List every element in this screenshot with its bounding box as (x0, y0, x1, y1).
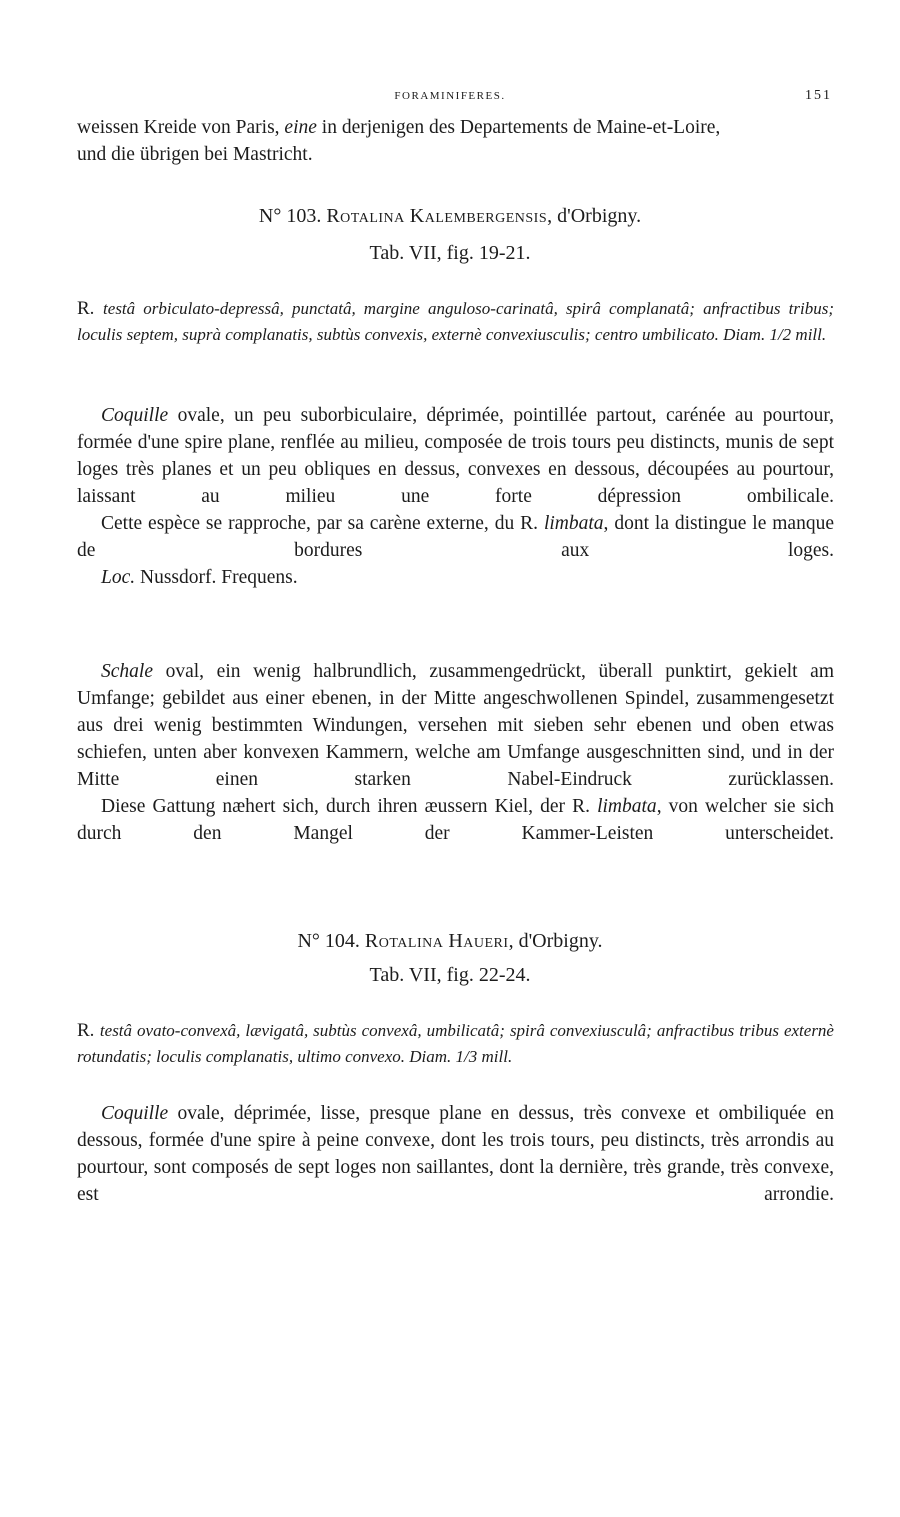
running-title: FORAMINIFERES. (394, 90, 506, 102)
species-103-german-comparison: Diese Gattung næhert sich, durch ihren æussern Kiel, der R. limbata, von welcher sie sich durch den Mangel der Kammer-Leisten unterscheidet. (77, 796, 834, 844)
page-number: 151 (805, 88, 832, 103)
species-103-french-description: Coquille ovale, un peu suborbiculaire, déprimée, pointillée partout, carénée au pourtour, formée d'une spire plane, renflée au milieu, composée de trois tours peu distincts, munis de sept loges très planes et un peu obliques en dessus, convexes en dessous, découpées au pourtour, laissant au milieu une forte dépression ombilicale. Cette espèce se rapproche, par sa carène externe, du R. limbata, dont la distingue le manque de bordures aux loges. Loc. Nussdorf. Frequens. (77, 402, 834, 591)
species-103-german-description: Schale oval, ein wenig halbrundlich, zusammengedrückt, überall punktirt, gekielt am Umfange; gebildet aus einer ebenen, in der Mitte angeschwollenen Spindel, zusammengesetzt aus drei wenig bestimmten Windungen, versehen mit sieben sehr ebenen und oben etwas schiefen, unten aber konvexen Kammern, welche am Umfange ausgeschnitten sind, und in der Mitte einen starken Nabel-Eindruck zurücklassen. Diese Gattung næhert sich, durch ihren æussern Kiel, der R. limbata, von welcher sie sich durch den Mangel der Kammer-Leisten unterscheidet. (77, 658, 834, 847)
running-head (0, 88, 900, 106)
species-104-plate-ref: Tab. VII, fig. 22-24. (369, 964, 531, 986)
species-104-french-description: Coquille ovale, déprimée, lisse, presque plane en dessus, très convexe et ombiliquée en dessous, formée d'une spire à peine convexe, dont les trois tours, peu distincts, très arrondis au pourtour, sont composés de sept loges non saillantes, dont la dernière, très grande, très convexe, est arrondie. (77, 1103, 834, 1205)
species-103-title: N° 103. Rotalina Kalembergensis, d'Orbigny. (258, 205, 642, 227)
species-103-locality: Loc. Nussdorf. Frequens. (101, 567, 298, 588)
species-104-title: N° 104. Rotalina Haueri, d'Orbigny. (297, 930, 603, 952)
intro-paragraph: weissen Kreide von Paris, eine in derjenigen des Departements de Maine-et-Loire, und die übrigen bei Mastricht. (77, 117, 721, 165)
species-103-plate-ref: Tab. VII, fig. 19-21. (369, 242, 531, 264)
species-104-diagnosis: R. testâ ovato-convexâ, lævigatâ, subtùs convexâ, umbilicatâ; spirâ convexiusculâ; anfractibus tribus externè rotundatis; loculis complanatis, ultimo convexo. Diam. 1/3 mill. (77, 1020, 834, 1066)
species-103-comparison: Cette espèce se rapproche, par sa carène externe, du R. limbata, dont la distingue le manque de bordures aux loges. (77, 513, 834, 561)
species-103-diagnosis: R. testâ orbiculato-depressâ, punctatâ, margine anguloso-carinatâ, spirâ complanatâ; anfractibus tribus; loculis septem, suprà complanatis, subtùs convexis, externè convexiusculis; centro umbilicato. Diam. 1/2 mill. (77, 298, 834, 344)
